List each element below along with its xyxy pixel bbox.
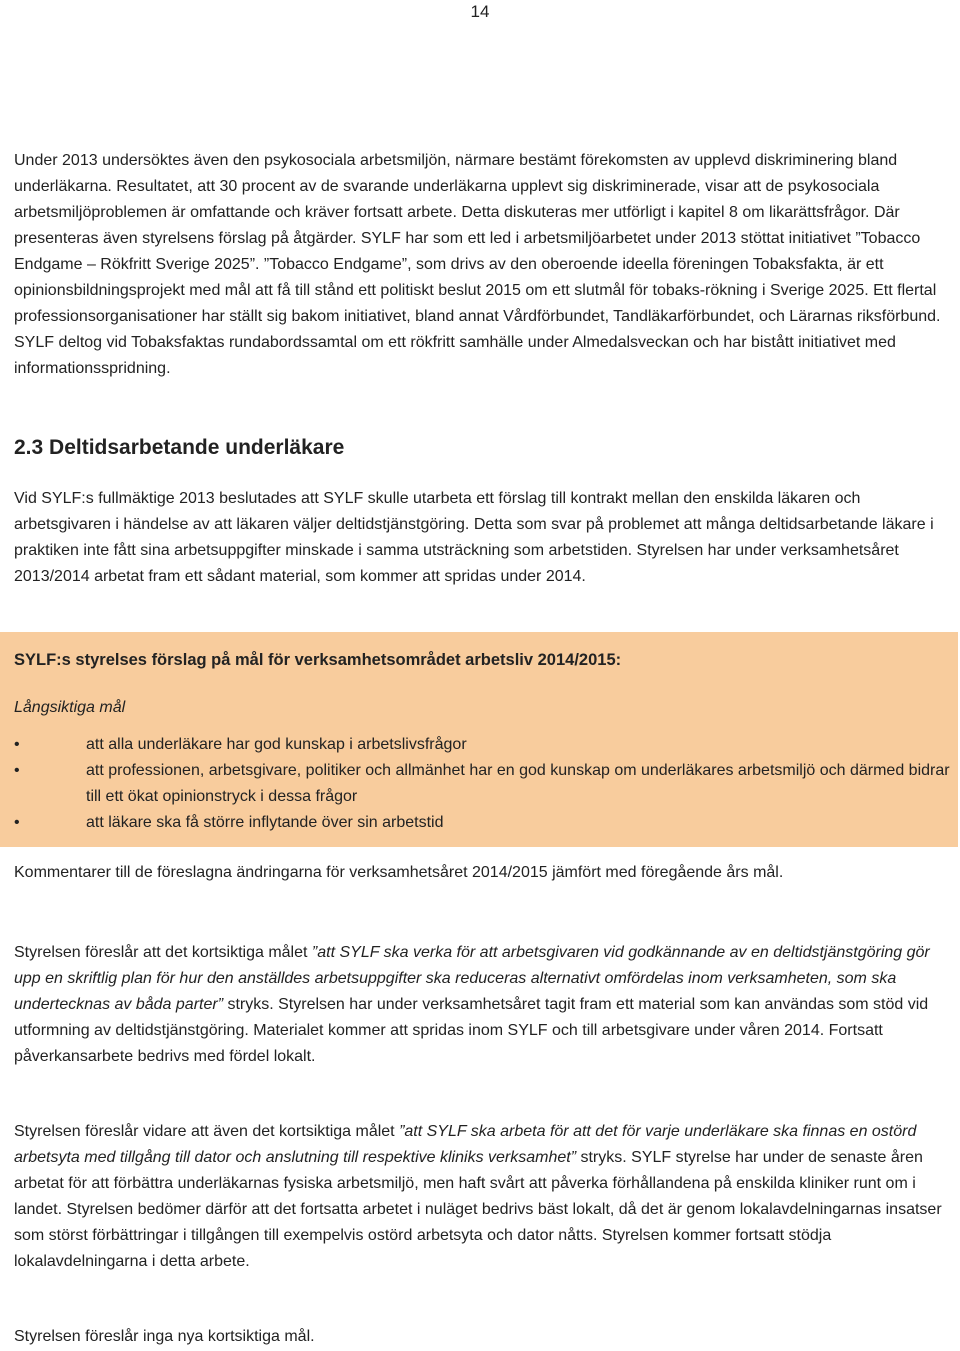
list-item-text: att alla underläkare har god kunskap i arbetslivsfrågor <box>86 736 467 753</box>
comments-intro: Kommentarer till de föreslagna ändringarna för verksamhetsåret 2014/2015 jämfört med föregående års mål. <box>14 864 784 881</box>
page-number: 14 <box>470 2 490 21</box>
proposal-box-subtitle: Långsiktiga mål <box>14 699 126 716</box>
final-paragraph: Styrelsen föreslår inga nya kortsiktiga mål. <box>14 1328 315 1345</box>
list-item-text: att läkare ska få större inflytande över sin arbetstid <box>86 814 444 831</box>
bullet-icon: • <box>14 762 20 779</box>
list-item <box>0 732 958 758</box>
intro-paragraph: Under 2013 undersöktes även den psykosociala arbetsmiljön, närmare bestämt förekomsten av upplevd diskriminering bland underläkarna. Resultatet, att 30 procent av de svarande underläkarna upplevt sig diskriminerade, visar att de psykosociala arbetsmiljöproblemen är omfattande och kräver fortsatt arbete. Detta diskuteras mer utförligt i kapitel 8 om likarättsfrågor. Där presenteras även styrelsens förslag på åtgärder. SYLF har som ett led i arbetsmiljöarbetet under 2013 stöttat initiativet ”Tobacco Endgame – Rökfritt Sverige 2025”. ”Tobacco Endgame”, som drivs av den oberoende ideella föreningen Tobaksfakta, är ett opinionsbildningsprojekt med mål att få till stånd ett politiskt beslut 2015 om ett slutmål för tobaks-rökning i Sverige 2025. Ett flertal professionsorganisationer har ställt sig bakom initiativet, bland annat Vårdförbundet, Tandläkarförbundet, och Lärarnas riksförbund. SYLF deltog vid Tobaksfaktas rundabordssamtal om ett rökfritt samhälle under Almedalsveckan och har bistått initiativet med informationsspridning. <box>14 152 941 377</box>
comment-1-rest: stryks. Styrelsen har under verksamhetsåret tagit fram ett material som kan användas som stöd vid utformning av deltidstjänstgöring. Materialet kommer att spridas inom SYLF och till arbetsgivare under våren 2014. Fortsatt påverkansarbete bedrivs med fördel lokalt. <box>14 996 929 1065</box>
list-item <box>0 810 958 836</box>
section-heading: 2.3 Deltidsarbetande underläkare <box>14 436 345 459</box>
bullet-icon: • <box>14 736 20 753</box>
comment-2-rest: stryks. SYLF styrelse har under de senaste åren arbetat för att förbättra underläkarnas fysiska arbetsmiljö, men haft svårt att påverka förhållandena på enskilda kliniker runt om i landet. Styrelsen bedömer därför att det fortsatta arbetet i nuläget bedrivs bäst lokalt, då det är genom lokalavdelningarnas insatser som störst förbättringar i tillgången till exempelvis ostörd arbetsyta och dator nåtts. Styrelsen kommer fortsatt stödja lokalavdelningarna i detta arbete. <box>14 1149 942 1270</box>
goal-list <box>0 732 958 836</box>
section-paragraph: Vid SYLF:s fullmäktige 2013 beslutades att SYLF skulle utarbeta ett förslag till kontrakt mellan den enskilda läkaren och arbetsgivaren i händelse av att läkaren väljer deltidstjänstgöring. Detta som svar på problemet att många deltidsarbetande läkare i praktiken inte fått sina arbetsuppgifter minskade i samma utsträckning som arbetstiden. Styrelsen har under verksamhetsåret 2013/2014 arbetat fram ett sådant material, som kommer att spridas under 2014. <box>14 490 934 585</box>
bullet-icon: • <box>14 814 20 831</box>
comment-1-quote: ”att SYLF ska verka för att arbetsgivaren vid godkännande av en deltidstjänstgöring gör upp en skriftlig plan för hur den anställdes arbetsuppgifter ska reduceras alternativt omfördelas inom verksamheten, som ska undertecknas av båda parter” <box>14 944 930 1013</box>
comment-paragraph-2 <box>14 1119 954 1275</box>
comment-2-lead: Styrelsen föreslår vidare att även det kortsiktiga målet <box>14 1123 400 1140</box>
list-item-text: att professionen, arbetsgivare, politiker och allmänhet har en god kunskap om underläkares arbetsmiljö och därmed bidrar till ett ökat opinionstryck i dessa frågor <box>86 762 950 805</box>
comment-2-quote: ”att SYLF ska arbeta för att det för varje underläkare ska finnas en ostörd arbetsyta med tillgång till dator och anslutning till respektive kliniks verksamhet” <box>14 1123 917 1166</box>
list-item <box>0 758 958 810</box>
comment-1-lead: Styrelsen föreslår att det kortsiktiga målet <box>14 944 312 961</box>
proposal-box-title: SYLF:s styrelses förslag på mål för verksamhetsområdet arbetsliv 2014/2015: <box>14 651 622 669</box>
comment-paragraph-1 <box>14 940 954 1070</box>
